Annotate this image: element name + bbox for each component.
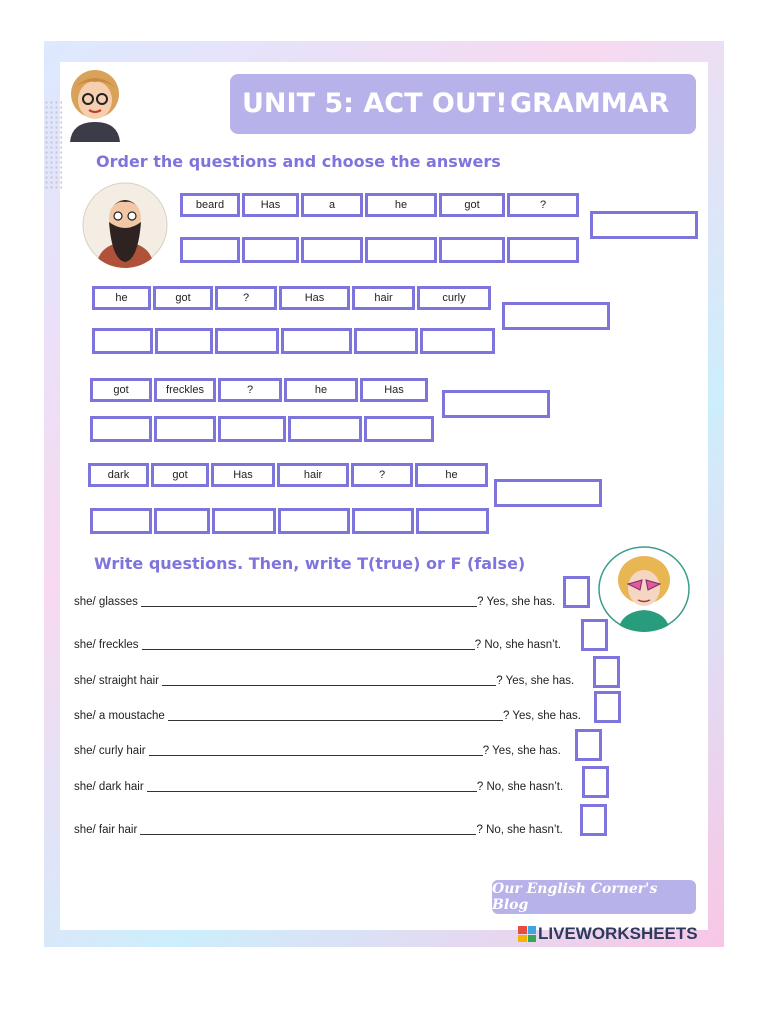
word-tile[interactable]: Has [211, 463, 275, 487]
liveworksheets-logo-icon [518, 926, 536, 942]
blank-slot[interactable] [354, 328, 418, 354]
word-tile[interactable]: curly [417, 286, 491, 310]
word-tile[interactable]: Has [242, 193, 299, 217]
blank-slot[interactable] [301, 237, 363, 263]
blank-slot[interactable] [288, 416, 362, 442]
question-prompt: she/ glasses [74, 596, 138, 608]
question-line-3 [74, 675, 574, 687]
question-prompt: she/ straight hair [74, 675, 160, 687]
blank-slot[interactable] [507, 237, 579, 263]
word-tile[interactable]: freckles [154, 378, 216, 402]
section-2-title: Write questions. Then, write T(true) or F (false) [94, 554, 526, 573]
answer-blanks-row-4 [90, 508, 491, 534]
blank-slot[interactable] [242, 237, 299, 263]
word-tile[interactable]: ? [215, 286, 277, 310]
tf-box-1[interactable] [563, 576, 590, 608]
answer-blanks-row-2 [92, 328, 497, 354]
question-prompt: she/ dark hair [74, 781, 144, 793]
blank-slot[interactable] [278, 508, 350, 534]
word-tile[interactable]: a [301, 193, 363, 217]
write-line[interactable] [147, 791, 477, 792]
tf-box-6[interactable] [582, 766, 609, 798]
question-prompt: she/ fair hair [74, 824, 138, 836]
question-answer: ? No, she hasn’t. [476, 781, 564, 793]
write-line[interactable] [140, 834, 476, 835]
word-tiles-row-4 [88, 463, 490, 487]
unit-title: UNIT 5: ACT OUT! [242, 88, 508, 119]
tf-box-2[interactable] [581, 619, 608, 651]
blank-slot[interactable] [154, 508, 210, 534]
word-tile[interactable]: got [439, 193, 505, 217]
word-tile[interactable]: hair [277, 463, 349, 487]
topic-title: GRAMMAR 1 [510, 88, 670, 179]
question-prompt: she/ freckles [74, 639, 139, 651]
tf-box-7[interactable] [580, 804, 607, 836]
blank-slot[interactable] [90, 508, 152, 534]
blank-slot[interactable] [92, 328, 153, 354]
question-line-2 [74, 639, 561, 651]
answer-blanks-row-1 [180, 237, 581, 263]
write-line[interactable] [141, 606, 477, 607]
word-tile[interactable]: ? [351, 463, 413, 487]
question-answer: ? No, she hasn’t. [474, 639, 562, 651]
bearded-man-avatar [82, 182, 168, 268]
word-tile[interactable]: Has [279, 286, 350, 310]
word-tile[interactable]: he [284, 378, 358, 402]
question-line-4 [74, 710, 581, 722]
blank-slot[interactable] [218, 416, 286, 442]
blank-slot[interactable] [281, 328, 352, 354]
blog-footer: Our English Corner's Blog [492, 880, 696, 914]
question-answer: ? Yes, she has. [482, 745, 561, 757]
write-line[interactable] [149, 755, 483, 756]
dot-pattern [44, 100, 62, 190]
word-tile[interactable]: ? [507, 193, 579, 217]
woman-avatar [598, 546, 690, 632]
word-tile[interactable]: Has [360, 378, 428, 402]
word-tiles-row-3 [90, 378, 430, 402]
blank-slot[interactable] [212, 508, 276, 534]
answer-box-3[interactable] [442, 390, 550, 418]
question-answer: ? Yes, she has. [496, 675, 575, 687]
teacher-avatar [62, 66, 128, 142]
write-line[interactable] [162, 685, 496, 686]
word-tile[interactable]: he [365, 193, 437, 217]
tf-box-3[interactable] [593, 656, 620, 688]
question-prompt: she/ curly hair [74, 745, 146, 757]
blank-slot[interactable] [365, 237, 437, 263]
question-line-1 [74, 596, 555, 608]
word-tile[interactable]: beard [180, 193, 240, 217]
question-answer: ? Yes, she has. [477, 596, 556, 608]
tf-box-4[interactable] [594, 691, 621, 723]
blank-slot[interactable] [439, 237, 505, 263]
word-tile[interactable]: ? [218, 378, 282, 402]
liveworksheets-brand [518, 924, 698, 944]
question-answer: ? Yes, she has. [502, 710, 581, 722]
write-line[interactable] [142, 649, 475, 650]
answer-box-1[interactable] [590, 211, 698, 239]
word-tile[interactable]: got [153, 286, 213, 310]
question-line-7 [74, 824, 563, 836]
section-1-title: Order the questions and choose the answers [96, 152, 501, 171]
tf-box-5[interactable] [575, 729, 602, 761]
word-tile[interactable]: dark [88, 463, 149, 487]
word-tiles-row-1 [180, 193, 581, 217]
blank-slot[interactable] [416, 508, 489, 534]
blank-slot[interactable] [364, 416, 434, 442]
question-answer: ? No, she hasn’t. [476, 824, 563, 836]
question-line-6 [74, 781, 563, 793]
answer-box-2[interactable] [502, 302, 610, 330]
word-tile[interactable]: he [92, 286, 151, 310]
blank-slot[interactable] [154, 416, 216, 442]
word-tile[interactable]: got [151, 463, 209, 487]
brand-name: LIVEWORKSHEETS [538, 924, 698, 943]
question-line-5 [74, 745, 561, 757]
blank-slot[interactable] [180, 237, 240, 263]
word-tile[interactable]: he [415, 463, 488, 487]
word-tiles-row-2 [92, 286, 493, 310]
question-prompt: she/ a moustache [74, 710, 165, 722]
blank-slot[interactable] [215, 328, 279, 354]
blank-slot[interactable] [155, 328, 213, 354]
blank-slot[interactable] [90, 416, 152, 442]
word-tile[interactable]: got [90, 378, 152, 402]
blank-slot[interactable] [420, 328, 495, 354]
blank-slot[interactable] [352, 508, 414, 534]
word-tile[interactable]: hair [352, 286, 415, 310]
answer-box-4[interactable] [494, 479, 602, 507]
write-line[interactable] [168, 720, 503, 721]
answer-blanks-row-3 [90, 416, 436, 442]
